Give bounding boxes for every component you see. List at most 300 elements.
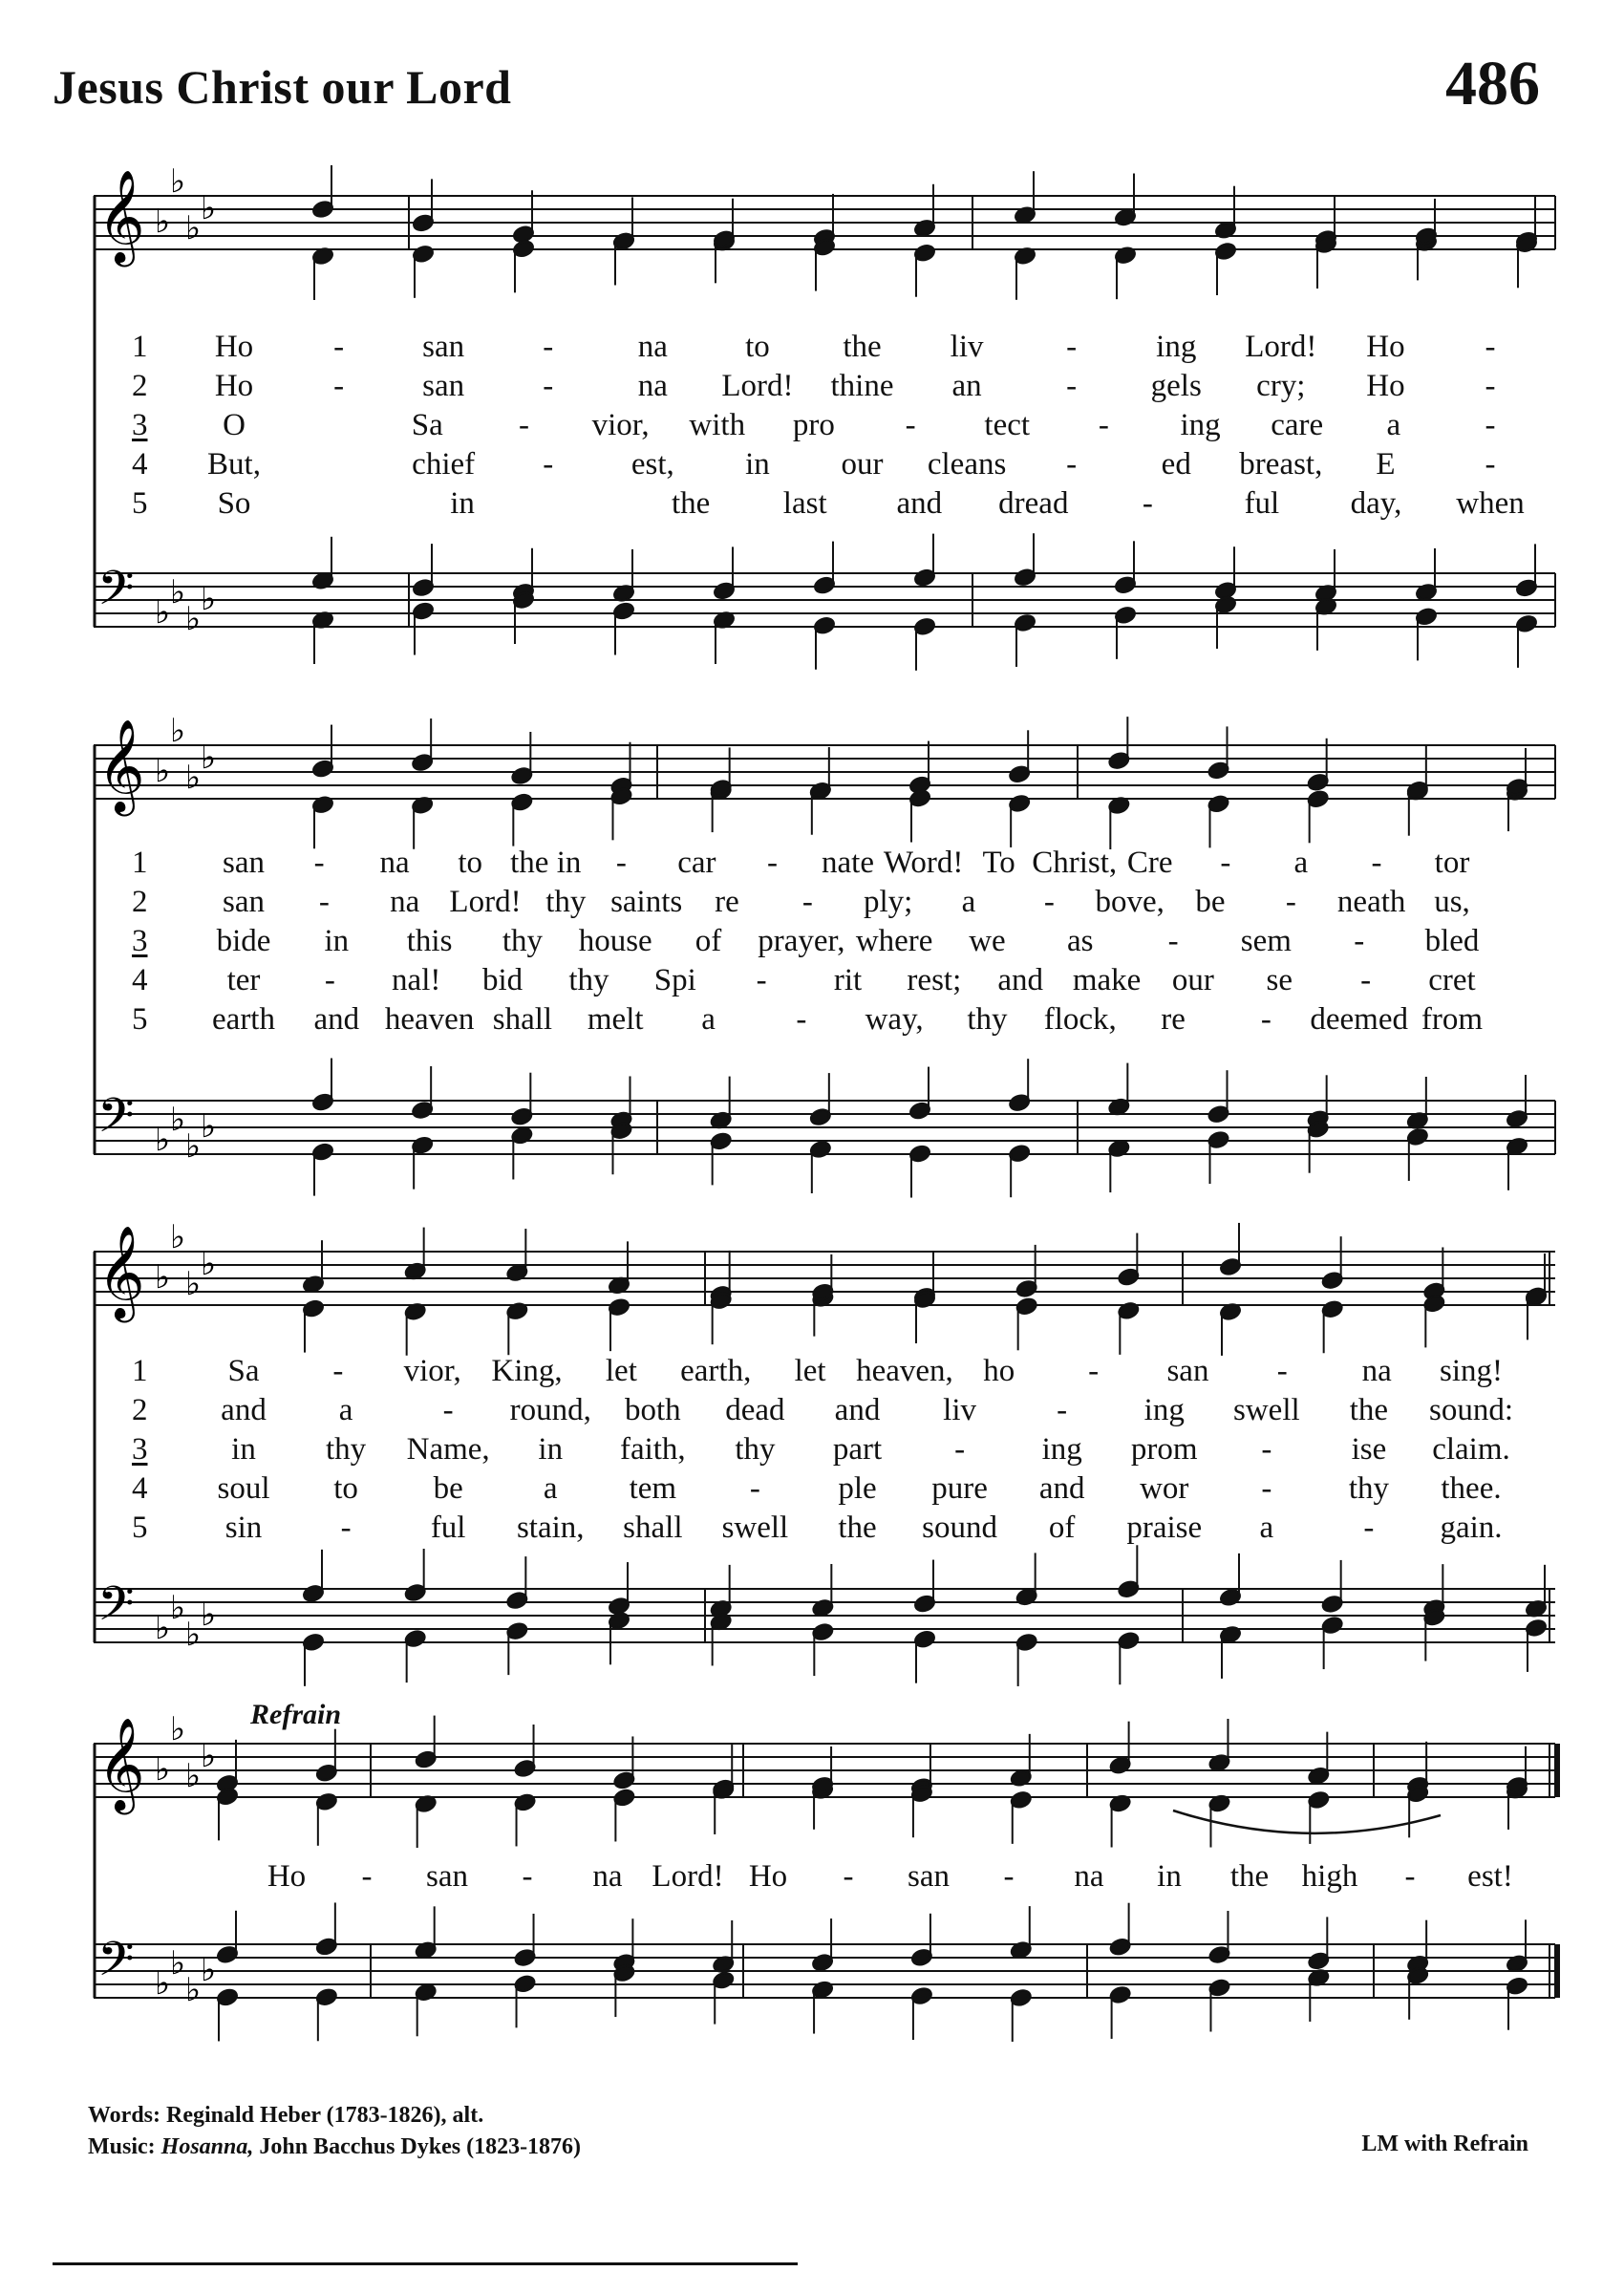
syllable-hyphen: -	[543, 369, 554, 403]
verse-number: 1	[132, 1354, 148, 1388]
words-label: Words:	[88, 2103, 161, 2128]
music-system-3	[94, 1209, 1555, 1710]
syllable: san	[223, 846, 265, 880]
syllable: be	[1195, 885, 1226, 919]
syllable: when	[1456, 486, 1525, 521]
syllable: in	[231, 1432, 256, 1467]
flat-icon: ♭	[170, 1944, 186, 1982]
syllable: san	[422, 369, 465, 403]
flat-icon: ♭	[201, 1737, 217, 1775]
verse-line	[94, 447, 1555, 485]
syllable: gels	[1150, 369, 1202, 403]
flat-icon: ♭	[185, 759, 202, 797]
meter: LM with Refrain	[1361, 2132, 1528, 2156]
flat-icon: ♭	[155, 1750, 171, 1789]
flat-icon: ♭	[201, 1107, 217, 1146]
syllable: faith,	[619, 1432, 686, 1467]
verse-number: 2	[132, 1393, 148, 1427]
verse-line	[94, 1511, 1555, 1549]
syllable: ter	[226, 963, 261, 997]
syllable: cret	[1428, 963, 1476, 997]
syllable-hyphen: -	[1285, 885, 1296, 919]
syllable-hyphen: -	[1220, 846, 1231, 880]
syllable: shall	[623, 1511, 683, 1545]
syllable: Ho	[1366, 369, 1405, 403]
syllable: Sa	[411, 408, 443, 442]
syllable-hyphen: -	[1485, 408, 1496, 442]
syllable: in	[450, 486, 475, 521]
syllable: Lord!	[1245, 330, 1317, 364]
syllable: to	[745, 330, 770, 364]
syllable-hyphen: -	[1066, 369, 1078, 403]
syllable-hyphen: -	[1167, 924, 1179, 958]
syllable-hyphen: -	[1003, 1859, 1015, 1894]
syllable: our	[841, 447, 884, 482]
syllable-hyphen: -	[1276, 1354, 1288, 1388]
verse-number: 4	[132, 447, 148, 482]
flat-icon: ♭	[185, 1616, 202, 1654]
verse-number: 3	[132, 924, 148, 958]
syllable-hyphen: -	[361, 1859, 373, 1894]
verse-line	[94, 924, 1555, 962]
syllable: our	[1171, 963, 1214, 997]
syllable-hyphen: -	[1404, 1859, 1416, 1894]
syllable: a	[1386, 408, 1401, 442]
syllable: Ho	[267, 1859, 307, 1894]
syllable: in	[538, 1432, 564, 1467]
syllable: claim.	[1432, 1432, 1510, 1467]
syllable: care	[1271, 408, 1324, 442]
syllable: ful	[430, 1511, 466, 1545]
syllable-hyphen: -	[1043, 885, 1055, 919]
syllable: ing	[1143, 1393, 1185, 1427]
syllable: sound	[922, 1511, 997, 1545]
syllable: re	[715, 885, 739, 919]
syllable: Lord!	[652, 1859, 724, 1894]
syllable: san	[1166, 1354, 1209, 1388]
syllable: earth	[212, 1002, 275, 1037]
syllable: the	[1229, 1859, 1270, 1894]
verse-number: 4	[132, 1471, 148, 1506]
bass-staff	[94, 1932, 1555, 2009]
flat-icon: ♭	[170, 1101, 186, 1139]
syllable: san	[908, 1859, 950, 1894]
syllable: King,	[491, 1354, 563, 1388]
syllable: a	[961, 885, 976, 919]
treble-clef-icon: 𝄞	[97, 718, 145, 812]
syllable: let	[794, 1354, 826, 1388]
syllable: thy	[967, 1002, 1008, 1037]
music-system-refrain	[94, 1710, 1555, 2073]
syllable: chief	[412, 447, 476, 482]
treble-clef-icon: 𝄞	[97, 169, 145, 263]
syllable: sem	[1240, 924, 1292, 958]
syllable: house	[578, 924, 652, 958]
syllable-hyphen: -	[543, 330, 554, 364]
syllable: stain,	[516, 1511, 585, 1545]
syllable-hyphen: -	[518, 408, 529, 442]
syllable: make	[1072, 963, 1142, 997]
syllable-hyphen: -	[1066, 330, 1078, 364]
verse-number: 5	[132, 1002, 148, 1037]
syllable-hyphen: -	[1098, 408, 1109, 442]
verse-number: 2	[132, 369, 148, 403]
syllable: rit	[833, 963, 863, 997]
syllable: ho	[983, 1354, 1015, 1388]
syllable-hyphen: -	[905, 408, 916, 442]
verse-line	[94, 486, 1555, 525]
music-credit	[88, 2132, 581, 2163]
bottom-rule	[53, 2262, 798, 2265]
syllable: bid	[481, 963, 524, 997]
syllable: of	[1048, 1511, 1076, 1545]
syllable: melt	[587, 1002, 644, 1037]
syllable: san	[422, 330, 465, 364]
syllable: and	[313, 1002, 360, 1037]
verse-line	[94, 1471, 1555, 1510]
syllable-hyphen: -	[615, 846, 627, 880]
flat-icon: ♭	[170, 1710, 186, 1748]
flat-icon: ♭	[201, 580, 217, 618]
syllable: Sa	[227, 1354, 260, 1388]
flat-icon: ♭	[185, 1265, 202, 1303]
flat-icon: ♭	[155, 1609, 171, 1647]
treble-clef-icon: 𝄞	[97, 1717, 145, 1811]
syllable: car	[677, 846, 716, 880]
syllable: be	[433, 1471, 463, 1506]
syllable: heaven	[384, 1002, 475, 1037]
syllable-hyphen: -	[313, 846, 325, 880]
syllable: to	[458, 846, 483, 880]
syllable: in	[1157, 1859, 1182, 1894]
syllable: liv	[943, 1393, 976, 1427]
syllable: se	[1266, 963, 1293, 997]
syllable: rest;	[907, 963, 962, 997]
verse-line	[94, 1859, 1555, 1897]
syllable: us,	[1434, 885, 1470, 919]
syllable: and	[896, 486, 943, 521]
bass-clef-icon: 𝄢	[97, 1088, 135, 1155]
syllable: est,	[630, 447, 674, 482]
syllable: a	[338, 1393, 353, 1427]
syllable: Ho	[214, 330, 254, 364]
flat-icon: ♭	[155, 593, 171, 632]
syllable: day,	[1350, 486, 1402, 521]
syllable: with	[689, 408, 746, 442]
syllable-hyphen: -	[332, 1354, 344, 1388]
syllable: the	[672, 486, 711, 521]
syllable-hyphen: -	[340, 1511, 352, 1545]
syllable-hyphen: -	[801, 885, 813, 919]
syllable: thee.	[1441, 1471, 1502, 1506]
flat-icon: ♭	[201, 1596, 217, 1634]
syllable: na	[1074, 1859, 1104, 1894]
syllable: flock,	[1043, 1002, 1117, 1037]
syllable: shall	[492, 1002, 553, 1037]
syllable-hyphen: -	[333, 330, 345, 364]
syllable: Christ,	[1032, 846, 1118, 880]
syllable: na	[1361, 1354, 1392, 1388]
syllable: we	[969, 924, 1006, 958]
syllable: re	[1161, 1002, 1186, 1037]
verse-line	[94, 846, 1555, 884]
flat-icon: ♭	[201, 739, 217, 777]
syllable: round,	[509, 1393, 591, 1427]
verse-line	[94, 408, 1555, 446]
syllable: ise	[1351, 1432, 1387, 1467]
flat-icon: ♭	[201, 1951, 217, 1989]
syllable: sound:	[1428, 1393, 1514, 1427]
tune-name: Hosanna,	[160, 2134, 254, 2159]
syllable: vior,	[591, 408, 650, 442]
music-label: Music:	[88, 2134, 156, 2159]
syllable: cleans	[927, 447, 1007, 482]
syllable: O	[223, 408, 246, 442]
syllable-hyphen: -	[766, 846, 778, 880]
syllable: tem	[629, 1471, 677, 1506]
syllable-hyphen: -	[1261, 1432, 1272, 1467]
syllable: Name,	[406, 1432, 490, 1467]
syllable: liv	[950, 330, 984, 364]
syllable: To	[982, 846, 1015, 880]
syllable: Spi	[653, 963, 696, 997]
syllable: a	[1259, 1511, 1274, 1545]
syllable: wor	[1140, 1471, 1189, 1506]
syllable: ply;	[863, 885, 913, 919]
syllable: But,	[207, 447, 261, 482]
verse-line	[94, 1432, 1555, 1470]
verse-line	[94, 1354, 1555, 1392]
syllable: to	[333, 1471, 358, 1506]
verse-number: 1	[132, 330, 148, 364]
syllable: and	[997, 963, 1044, 997]
verse-number: 5	[132, 1511, 148, 1545]
syllable-hyphen: -	[318, 885, 330, 919]
syllable: where	[855, 924, 933, 958]
flat-icon: ♭	[185, 600, 202, 638]
syllable: a	[1293, 846, 1309, 880]
syllable: na	[592, 1859, 623, 1894]
syllable: last	[782, 486, 827, 521]
verse-number: 5	[132, 486, 148, 521]
flat-icon: ♭	[155, 1964, 171, 2003]
syllable: ing	[1041, 1432, 1082, 1467]
syllable: Lord!	[449, 885, 522, 919]
syllable: dread	[998, 486, 1069, 521]
syllable-hyphen: -	[954, 1432, 966, 1467]
syllable: vior,	[403, 1354, 461, 1388]
syllable: ing	[1156, 330, 1197, 364]
syllable-hyphen: -	[333, 369, 345, 403]
bass-clef-icon: 𝄢	[97, 561, 135, 628]
syllable: in	[324, 924, 350, 958]
bass-clef-icon: 𝄢	[97, 1932, 135, 1999]
verse-line	[94, 963, 1555, 1001]
syllable: pure	[931, 1471, 988, 1506]
syllable-hyphen: -	[1261, 1471, 1272, 1506]
syllable: san	[223, 885, 265, 919]
syllable: an	[951, 369, 982, 403]
syllable: thy	[568, 963, 609, 997]
syllable: the in	[510, 846, 582, 880]
verse-number: 1	[132, 846, 148, 880]
syllable: bove,	[1095, 885, 1165, 919]
syllable: and	[834, 1393, 881, 1427]
flat-icon: ♭	[201, 1245, 217, 1283]
syllable-hyphen: -	[1371, 846, 1382, 880]
flat-icon: ♭	[170, 1589, 186, 1627]
verse-line	[94, 1002, 1555, 1040]
syllable-hyphen: -	[843, 1859, 854, 1894]
syllable: way,	[865, 1002, 924, 1037]
syllable-hyphen: -	[1485, 330, 1496, 364]
music-system-1	[94, 134, 1555, 669]
syllable: So	[217, 486, 251, 521]
syllable: prom	[1130, 1432, 1198, 1467]
flat-icon: ♭	[170, 712, 186, 750]
syllable: in	[745, 447, 770, 482]
syllable: bled	[1424, 924, 1480, 958]
syllable: thy	[735, 1432, 776, 1467]
verse-number: 2	[132, 885, 148, 919]
syllable: Ho	[748, 1859, 788, 1894]
syllable: ed	[1161, 447, 1191, 482]
syllable: deemed	[1310, 1002, 1408, 1037]
flat-icon: ♭	[185, 1971, 202, 2009]
syllable: soul	[217, 1471, 270, 1506]
syllable: thine	[830, 369, 894, 403]
syllable-hyphen: -	[1088, 1354, 1100, 1388]
flat-icon: ♭	[155, 1258, 171, 1297]
syllable: of	[694, 924, 722, 958]
syllable-hyphen: -	[796, 1002, 807, 1037]
syllable: na	[637, 330, 668, 364]
flat-icon: ♭	[155, 1121, 171, 1159]
words-credit	[88, 2100, 581, 2132]
flat-icon: ♭	[185, 1127, 202, 1166]
flat-icon: ♭	[201, 189, 217, 227]
music-composer: John Bacchus Dykes (1823-1876)	[259, 2134, 582, 2159]
syllable: high	[1301, 1859, 1358, 1894]
syllable: swell	[721, 1511, 789, 1545]
refrain-label: Refrain	[250, 1699, 342, 1730]
syllable: and	[221, 1393, 267, 1427]
syllable: bide	[216, 924, 271, 958]
syllable: prayer,	[758, 924, 845, 958]
syllable: ple	[838, 1471, 877, 1506]
syllable: na	[379, 846, 410, 880]
syllable: san	[426, 1859, 468, 1894]
syllable: thy	[325, 1432, 367, 1467]
syllable-hyphen: -	[543, 447, 554, 482]
syllable: praise	[1126, 1511, 1203, 1545]
syllable: as	[1067, 924, 1094, 958]
syllable: saints	[610, 885, 683, 919]
flat-icon: ♭	[170, 1218, 186, 1256]
syllable-hyphen: -	[324, 963, 335, 997]
syllable-hyphen: -	[1360, 963, 1372, 997]
syllable-hyphen: -	[749, 1471, 760, 1506]
syllable: nal!	[392, 963, 441, 997]
syllable: sing!	[1440, 1354, 1503, 1388]
verse-line	[94, 1393, 1555, 1431]
syllable: E	[1376, 447, 1396, 482]
syllable: nate	[822, 846, 874, 880]
syllable: dead	[725, 1393, 785, 1427]
syllable: this	[406, 924, 453, 958]
verse-number: 4	[132, 963, 148, 997]
syllable: breast,	[1239, 447, 1323, 482]
syllable: both	[624, 1393, 681, 1427]
syllable: na	[390, 885, 420, 919]
syllable: ful	[1244, 486, 1280, 521]
flat-icon: ♭	[155, 203, 171, 241]
hymn-number: 486	[1445, 49, 1540, 118]
syllable: thy	[545, 885, 587, 919]
syllable: sin	[224, 1511, 263, 1545]
syllable: ing	[1180, 408, 1221, 442]
syllable: let	[605, 1354, 637, 1388]
treble-staff	[94, 712, 1555, 816]
syllable: Lord!	[721, 369, 794, 403]
syllable: Ho	[1366, 330, 1405, 364]
syllable: a	[701, 1002, 716, 1037]
verse-line	[94, 369, 1555, 407]
syllable: thy	[502, 924, 544, 958]
flat-icon: ♭	[185, 209, 202, 247]
syllable-hyphen: -	[1066, 447, 1078, 482]
verse-line	[94, 885, 1555, 923]
syllable: gain.	[1440, 1511, 1503, 1545]
syllable: Word!	[883, 846, 964, 880]
flat-icon: ♭	[170, 573, 186, 611]
syllable-hyphen: -	[756, 963, 767, 997]
flat-icon: ♭	[155, 752, 171, 790]
syllable-hyphen: -	[1363, 1511, 1375, 1545]
tie-slur	[1173, 1811, 1441, 1833]
syllable: pro	[792, 408, 835, 442]
syllable: cry;	[1256, 369, 1306, 403]
syllable: tect	[984, 408, 1031, 442]
syllable: earth,	[680, 1354, 752, 1388]
treble-clef-icon: 𝄞	[97, 1225, 145, 1318]
flat-icon: ♭	[185, 1757, 202, 1795]
syllable-hyphen: -	[1142, 486, 1153, 521]
syllable: Cre	[1126, 846, 1173, 880]
syllable: thy	[1348, 1471, 1389, 1506]
syllable-hyphen: -	[1057, 1393, 1068, 1427]
verse-line	[94, 330, 1555, 368]
syllable: the	[843, 330, 882, 364]
section-title: Jesus Christ our Lord	[53, 60, 512, 114]
syllable-hyphen: -	[442, 1393, 454, 1427]
syllable: tor	[1434, 846, 1470, 880]
syllable: swell	[1232, 1393, 1300, 1427]
credits	[88, 2100, 581, 2163]
bass-clef-icon: 𝄢	[97, 1576, 135, 1643]
syllable-hyphen: -	[1260, 1002, 1271, 1037]
syllable-hyphen: -	[1485, 447, 1496, 482]
syllable: heaven,	[856, 1354, 953, 1388]
syllable-hyphen: -	[1485, 369, 1496, 403]
syllable-hyphen: -	[1354, 924, 1365, 958]
flat-icon: ♭	[170, 162, 186, 201]
words-author: Reginald Heber (1783-1826), alt.	[166, 2103, 484, 2128]
syllable: a	[543, 1471, 558, 1506]
syllable: est!	[1467, 1859, 1513, 1894]
verse-number: 3	[132, 408, 148, 442]
music-system-2	[94, 688, 1555, 1204]
